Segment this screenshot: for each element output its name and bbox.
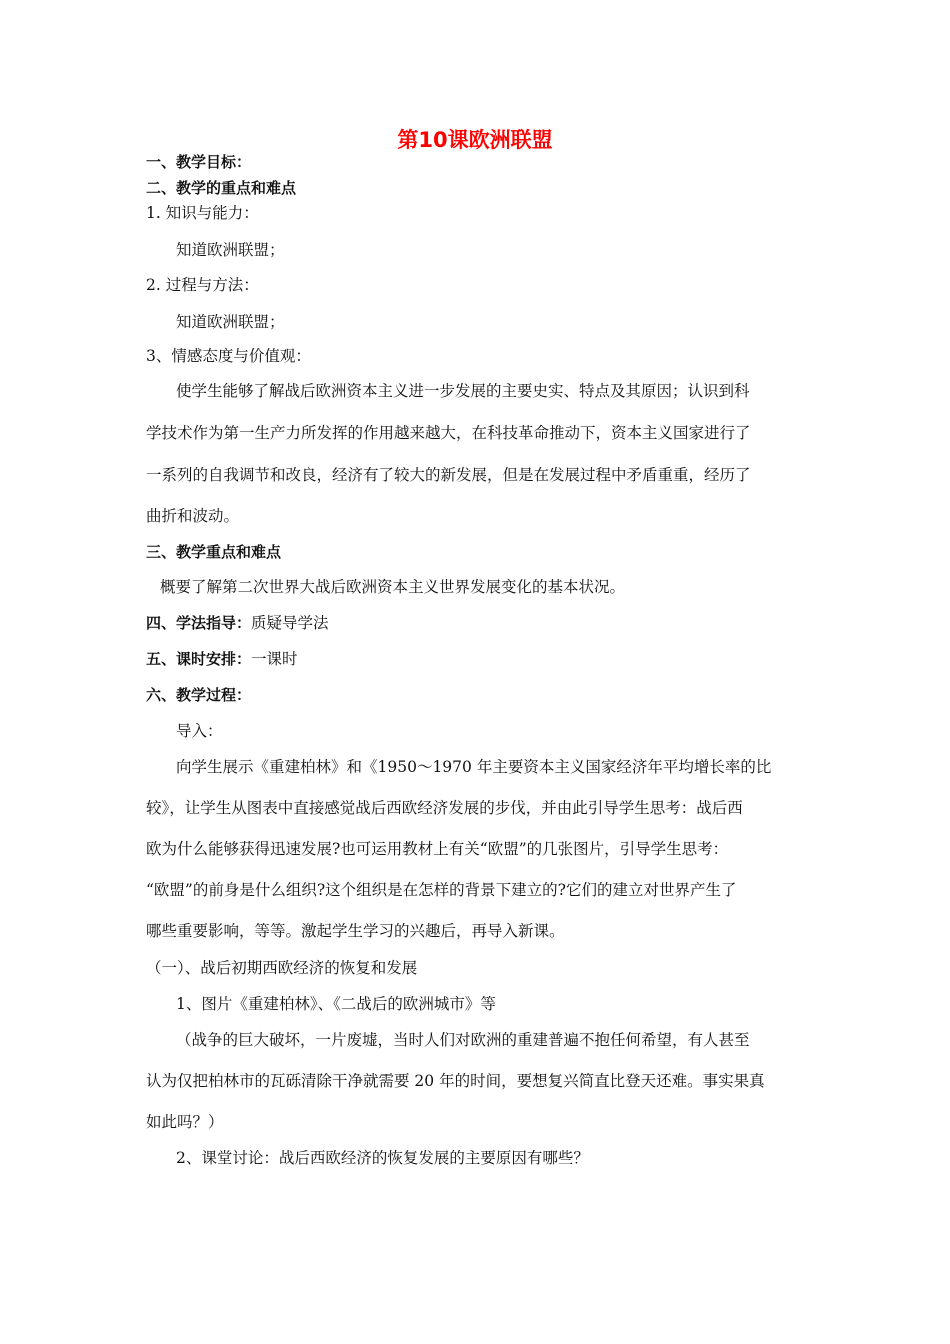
study-method-value: 质疑导学法 (251, 614, 329, 632)
section-teaching-process: 六、教学过程： (146, 686, 252, 704)
intro-para-line-1: 向学生展示《重建柏林》和《1950～1970 年主要资本主义国家经济年平均增长率的比 (176, 758, 772, 776)
section-study-method (146, 613, 329, 633)
part-one-item-1: 1、图片《重建柏林》、《二战后的欧洲城市》等 (176, 995, 496, 1013)
item-knowledge-ability-text: 知道欧洲联盟； (176, 241, 285, 259)
section-teaching-goals: 一、教学目标： (146, 153, 252, 171)
intro-para-line-4: “欧盟”的前身是什么组织?这个组织是在怎样的背景下建立的?它们的建立对世界产生了 (146, 881, 737, 899)
attitude-para-line-3: 一系列的自我调节和改良，经济有了较大的新发展，但是在发展过程中矛盾重重，经历了 (146, 466, 751, 484)
item-attitude-values: 3、情感态度与价值观： (146, 347, 311, 365)
intro-label: 导入： (176, 722, 223, 740)
section-key-points: 二、教学的重点和难点 (146, 179, 297, 197)
part-one-para-line-3: 如此吗？） (146, 1113, 224, 1131)
attitude-para-line-4: 曲折和波动。 (146, 507, 240, 525)
page-title: 第10课欧洲联盟 (397, 128, 553, 152)
item-process-method-text: 知道欧洲联盟； (176, 313, 285, 331)
attitude-para-line-1: 使学生能够了解战后欧洲资本主义进一步发展的主要史实、特点及其原因；认识到科 (176, 382, 750, 400)
intro-para-line-2: 较》，让学生从图表中直接感觉战后西欧经济发展的步伐，并由此引导学生思考：战后西 (146, 799, 743, 817)
section-focus-difficulty: 三、教学重点和难点 (146, 543, 282, 561)
intro-para-line-5: 哪些重要影响，等等。激起学生学习的兴趣后，再导入新课。 (146, 922, 565, 940)
attitude-para-line-2: 学技术作为第一生产力所发挥的作用越来越大，在科技革命推动下，资本主义国家进行了 (146, 424, 751, 442)
intro-para-line-3: 欧为什么能够获得迅速发展?也可运用教材上有关“欧盟”的几张图片，引导学生思考： (146, 840, 729, 858)
class-hours-value: 一课时 (251, 650, 298, 668)
class-hours-label: 五、课时安排： (146, 650, 252, 668)
part-one-para-line-2: 认为仅把柏林市的瓦砾清除干净就需要 20 年的时间，要想复兴简直比登天还难。事实果真 (146, 1072, 765, 1090)
part-one-para-line-1: （战争的巨大破坏，一片废墟，当时人们对欧洲的重建普遍不抱任何希望，有人甚至 (176, 1031, 750, 1049)
part-one-heading: （一）、战后初期西欧经济的恢复和发展 (146, 959, 418, 977)
part-one-item-2: 2、课堂讨论：战后西欧经济的恢复发展的主要原因有哪些？ (176, 1149, 589, 1167)
item-process-method: 2. 过程与方法： (146, 276, 259, 294)
section-class-hours (146, 649, 298, 669)
study-method-label: 四、学法指导： (146, 614, 252, 632)
item-knowledge-ability: 1. 知识与能力： (146, 204, 259, 222)
section-focus-difficulty-text: 概要了解第二次世界大战后欧洲资本主义世界发展变化的基本状况。 (160, 578, 626, 596)
